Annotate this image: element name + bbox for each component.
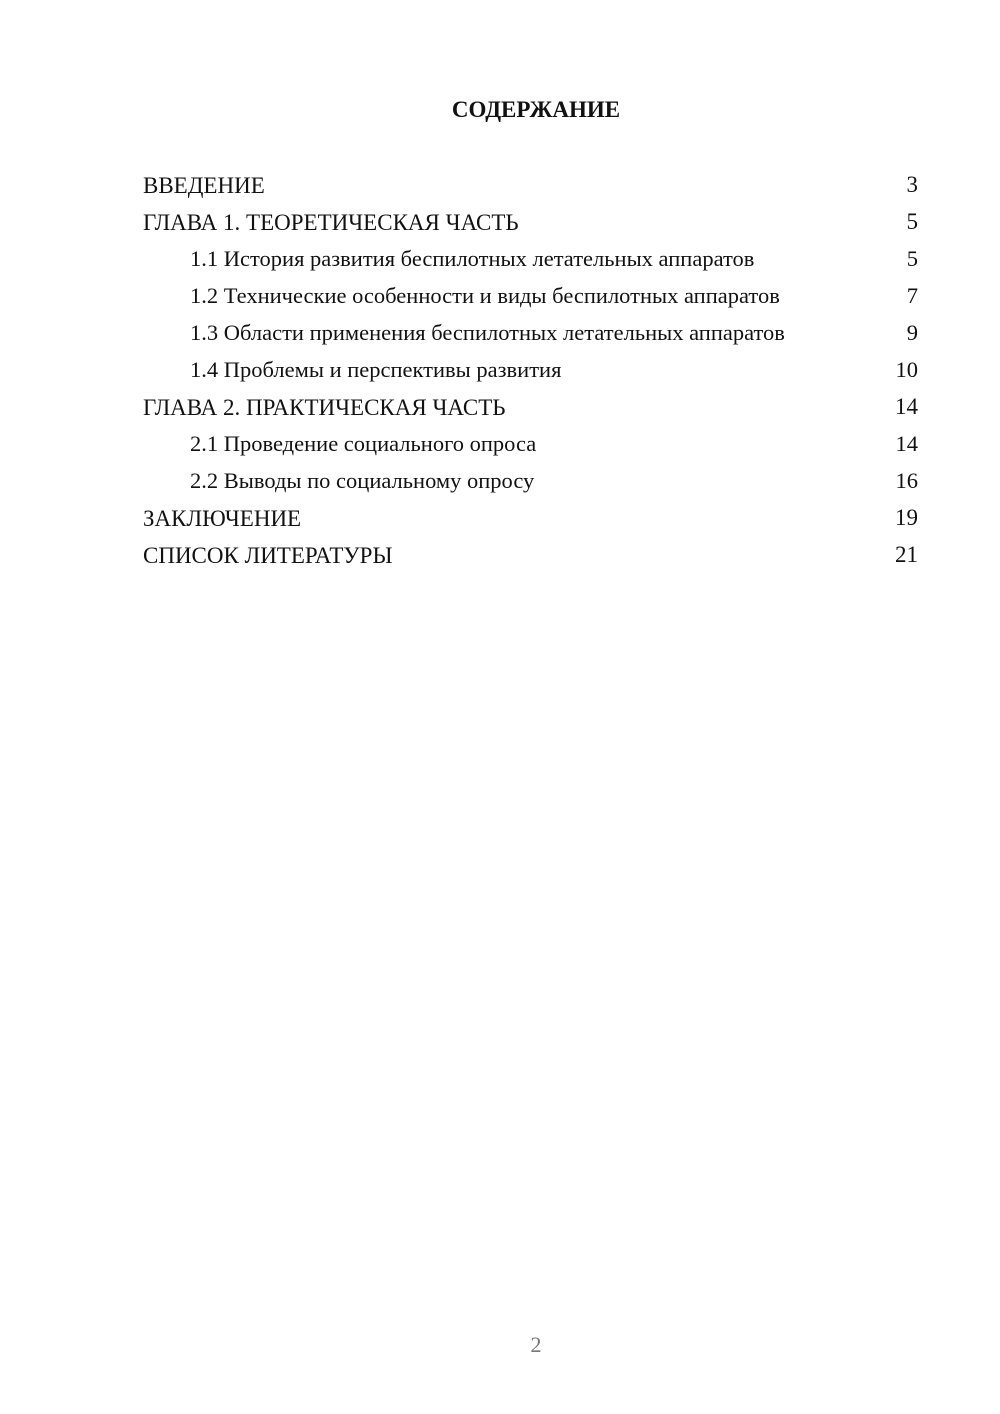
toc-entry-title: 1.3 Области применения беспилотных летательных аппаратов bbox=[190, 320, 785, 345]
toc-entry-page: 9 bbox=[906, 320, 918, 345]
toc-entry-page: 14 bbox=[895, 431, 918, 456]
toc-entry-title: 1.1 История развития беспилотных летательных аппаратов bbox=[190, 246, 755, 271]
toc-entry-title: ГЛАВА 1. ТЕОРЕТИЧЕСКАЯ ЧАСТЬ bbox=[143, 210, 519, 235]
toc-entry-title: СПИСОК ЛИТЕРАТУРЫ bbox=[143, 543, 393, 568]
toc-entry-section-2-1[interactable] bbox=[143, 428, 918, 465]
toc-entry-references[interactable] bbox=[143, 539, 918, 576]
toc-entry-page: 16 bbox=[895, 468, 918, 493]
toc-entry-introduction[interactable] bbox=[143, 169, 918, 206]
toc-entry-section-2-2[interactable] bbox=[143, 465, 918, 502]
toc-entry-page: 5 bbox=[906, 246, 918, 271]
toc-entry-page: 3 bbox=[906, 172, 918, 197]
toc-entry-page: 19 bbox=[895, 505, 918, 530]
toc-entry-chapter-2[interactable] bbox=[143, 391, 918, 428]
table-of-contents bbox=[143, 169, 918, 576]
toc-entry-page: 10 bbox=[895, 357, 918, 382]
page-number: 2 bbox=[530, 1332, 542, 1357]
toc-entry-page: 21 bbox=[895, 542, 918, 567]
toc-entry-page: 7 bbox=[906, 283, 918, 308]
toc-entry-page: 5 bbox=[906, 209, 918, 234]
toc-entry-title: ГЛАВА 2. ПРАКТИЧЕСКАЯ ЧАСТЬ bbox=[143, 395, 506, 420]
toc-entry-section-1-3[interactable] bbox=[143, 317, 918, 354]
toc-entry-page: 14 bbox=[895, 394, 918, 419]
toc-entry-section-1-4[interactable] bbox=[143, 354, 918, 391]
toc-entry-title: ВВЕДЕНИЕ bbox=[143, 173, 265, 198]
toc-entry-title: ЗАКЛЮЧЕНИЕ bbox=[143, 506, 302, 531]
page-title: СОДЕРЖАНИЕ bbox=[451, 97, 621, 122]
toc-entry-conclusion[interactable] bbox=[143, 502, 918, 539]
toc-entry-section-1-1[interactable] bbox=[143, 243, 918, 280]
toc-entry-section-1-2[interactable] bbox=[143, 280, 918, 317]
toc-entry-title: 2.2 Выводы по социальному опросу bbox=[190, 468, 535, 493]
toc-entry-title: 2.1 Проведение социального опроса bbox=[190, 431, 537, 456]
toc-entry-chapter-1[interactable] bbox=[143, 206, 918, 243]
toc-entry-title: 1.4 Проблемы и перспективы развития bbox=[190, 357, 562, 382]
toc-entry-title: 1.2 Технические особенности и виды беспилотных аппаратов bbox=[190, 283, 780, 308]
